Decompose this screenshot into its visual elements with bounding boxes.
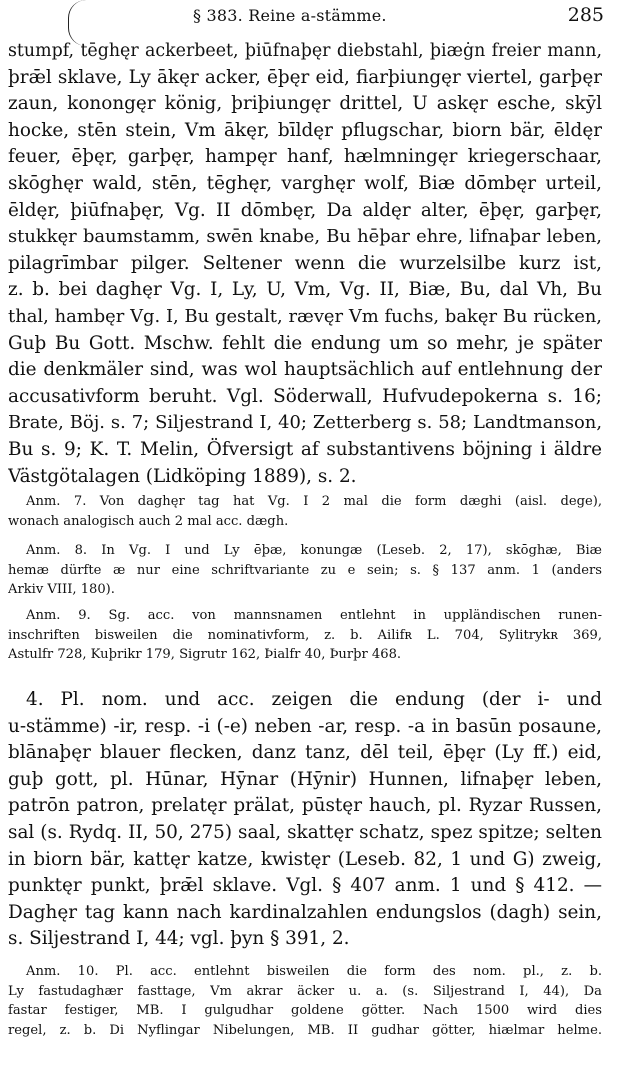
note-line: Ly fastudaghær fasttage, Vm akrar äcker u. a. (s. Siljestrand I, 44), Da bbox=[8, 983, 602, 999]
text-line: Guþ Bu Gott. Mschw. fehlt die endung um so mehr, je später bbox=[8, 332, 602, 354]
text-line: ēldęr, þiūfnaþęr, Vg. II dōmbęr, Da aldęr alter, ēþęr, garþęr, bbox=[8, 199, 602, 221]
text-line: Bu s. 9; K. T. Melin, Öfversigt af substantivens böjning i äldre bbox=[8, 438, 602, 460]
text-line: u-stämme) -ir, resp. -i (-e) neben -ar, resp. -a in basūn posaune, bbox=[8, 715, 602, 737]
text-line: zaun, konongęr könig, þriþiungęr drittel, U askęr esche, skȳl bbox=[8, 93, 602, 115]
note-line: Anm. 9. Sg. acc. von mannsnamen entlehnt in uppländischen runen- bbox=[26, 608, 602, 623]
text-line: 4. Pl. nom. und acc. zeigen die endung (der i- und bbox=[26, 689, 602, 710]
text-line: feuer, ēþęr, garþęr, hampęr hanf, hælmningęr kriegerschaar, bbox=[8, 146, 602, 168]
note-9 bbox=[8, 606, 602, 665]
note-line: Anm. 10. Pl. acc. entlehnt bisweilen die form des nom. pl., z. b. bbox=[26, 964, 602, 979]
text-line: guþ gott, pl. Hūnar, Hȳnar (Hȳnir) Hunnen, lifnaþęr leben, bbox=[8, 768, 602, 790]
text-line: Västgötalagen (Lidköping 1889), s. 2. bbox=[8, 465, 357, 487]
text-line: þrǣl sklave, Ly ākęr acker, ēþęr eid, fiarþiungęr viertel, garþęr bbox=[8, 66, 602, 88]
text-line: patrōn patron, prelatęr prälat, pūstęr hauch, pl. Ryzar Russen, bbox=[8, 795, 602, 817]
note-line: Astulfr 728, Kuþrikr 179, Sigrutr 162, Þialfr 40, Þurþr 468. bbox=[8, 647, 402, 663]
text-line: s. Siljestrand I, 44; vgl. þyn § 391, 2. bbox=[8, 928, 350, 950]
text-line: sal (s. Rydq. II, 50, 275) saal, skattęr schatz, spez spitze; selten bbox=[8, 821, 602, 843]
text-line: thal, hambęr Vg. I, Bu gestalt, rævęr Vm fuchs, bakęr Bu rücken, bbox=[8, 305, 602, 327]
text-line: Brate, Böj. s. 7; Siljestrand I, 40; Zetterberg s. 58; Landtmanson, bbox=[8, 412, 602, 434]
note-10 bbox=[8, 962, 602, 1040]
note-line: fastar festiger, MB. I gulgudhar goldene götter. Nach 1500 wird dies bbox=[8, 1003, 602, 1019]
paragraph-2 bbox=[8, 687, 602, 953]
note-8 bbox=[8, 541, 602, 600]
note-line: inschriften bisweilen die nominativform, z. b. Ailifʀ L. 704, Sylitrykʀ 369, bbox=[8, 627, 602, 643]
text-line: hocke, stēn stein, Vm ākęr, bīldęr pflugschar, biorn bär, ēldęr bbox=[8, 119, 602, 141]
paragraph-1 bbox=[8, 38, 602, 490]
text-line: in biorn bär, kattęr katze, kwistęr (Leseb. 82, 1 und G) zweig, bbox=[8, 848, 602, 870]
section-title: § 383. Reine a-stämme. bbox=[193, 6, 387, 25]
running-header bbox=[8, 4, 604, 30]
note-line: Anm. 7. Von daghęr tag hat Vg. I 2 mal die form dæghi (aisl. dege), bbox=[26, 494, 602, 509]
text-line: Daghęr tag kann nach kardinalzahlen endungslos (dagh) sein, bbox=[8, 901, 602, 923]
text-line: skōghęr wald, stēn, tēghęr, varghęr wolf, Biæ dōmbęr urteil, bbox=[8, 172, 602, 194]
text-line: die denkmäler sind, was wol hauptsächlich auf entlehnung der bbox=[8, 359, 602, 381]
note-7 bbox=[8, 492, 602, 531]
page-number: 285 bbox=[567, 4, 604, 26]
note-line: Anm. 8. In Vg. I und Ly ēþæ, konungæ (Leseb. 2, 17), skōghæ, Biæ bbox=[26, 543, 602, 558]
text-line: pilagrīmbar pilger. Seltener wenn die wurzelsilbe kurz ist, bbox=[8, 252, 602, 274]
text-line: stukkęr baumstamm, swēn knabe, Bu hēþar ehre, lifnaþar leben, bbox=[8, 226, 602, 248]
text-line: punktęr punkt, þrǣl sklave. Vgl. § 407 anm. 1 und § 412. — bbox=[8, 875, 602, 897]
text-line: blānaþęr blauer flecken, danz tanz, dēl teil, ēþęr (Ly ff.) eid, bbox=[8, 742, 602, 764]
note-line: hemæ dürfte æ nur eine schriftvariante zu e sein; s. § 137 anm. 1 (anders bbox=[8, 562, 602, 578]
text-line: accusativform beruht. Vgl. Söderwall, Hufvudepokerna s. 16; bbox=[8, 385, 602, 407]
note-line: wonach analogisch auch 2 mal acc. dægh. bbox=[8, 513, 289, 529]
text-line: stumpf, tēghęr ackerbeet, þiūfnaþęr diebstahl, þiæġn freier mann, bbox=[8, 41, 602, 61]
text-line: z. b. bei daghęr Vg. I, Ly, U, Vm, Vg. II, Biæ, Bu, dal Vh, Bu bbox=[8, 279, 602, 301]
note-line: Arkiv VIII, 180). bbox=[8, 582, 115, 598]
note-line: regel, z. b. Di Nyflingar Nibelungen, MB. II gudhar götter, hiælmar helme. bbox=[8, 1022, 602, 1038]
